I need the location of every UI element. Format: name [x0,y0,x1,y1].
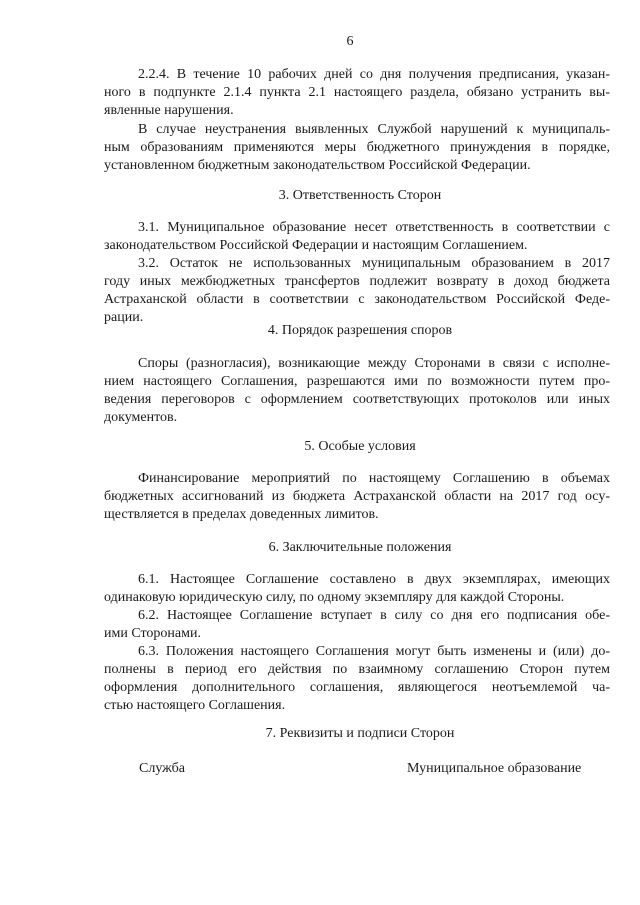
paragraph-3-1-line-2: законодательством Российской Федерации и настоящим Соглашением. [104,238,528,253]
paragraph-disputes-line-4: документов. [104,410,178,425]
section-heading-3: 3. Ответственность Сторон [278,188,442,203]
paragraph-3-2-line-4: рации. [104,310,144,325]
paragraph-3-1-line-1: 3.1. Муниципальное образование несет ответственность в соответствии с [138,220,610,235]
paragraph-2-2-4-line-3: явленные нарушения. [104,103,234,118]
section-heading-5: 5. Особые условия [304,439,416,454]
paragraph-6-1-line-1: 6.1. Настоящее Соглашение составлено в двух экземплярах, имеющих [138,572,610,587]
paragraph-financing-line-3: ществляется в пределах доведенных лимитов. [104,507,379,522]
paragraph-disputes-line-1: Споры (разногласия), возникающие между Сторонами в связи с исполне- [138,356,610,371]
signature-party-service: Служба [139,761,185,776]
paragraph-enforcement-line-2: ным образованиям применяются меры бюджетного принуждения в порядке, [104,140,610,155]
paragraph-6-3-line-1: 6.3. Положения настоящего Соглашения могут быть изменены и (или) до- [138,644,610,659]
paragraph-2-2-4-line-1: 2.2.4. В течение 10 рабочих дней со дня получения предписания, указан- [138,67,610,82]
section-heading-7: 7. Реквизиты и подписи Сторон [265,726,455,741]
paragraph-2-2-4-line-2: ного в подпункте 2.1.4 пункта 2.1 настоящего раздела, обязано устранить вы- [104,85,610,100]
page-number: 6 [346,34,354,49]
paragraph-financing-line-1: Финансирование мероприятий по настоящему Соглашению в объемах [138,471,610,486]
paragraph-6-3-line-4: стью настоящего Соглашения. [104,698,286,713]
paragraph-6-3-line-2: полнены в период его действия по взаимному соглашению Сторон путем [104,662,610,677]
paragraph-6-2-line-2: ими Сторонами. [104,626,201,641]
section-heading-4: 4. Порядок разрешения споров [267,323,453,338]
paragraph-6-3-line-3: оформления дополнительного соглашения, являющегося неотъемлемой ча- [104,680,610,695]
paragraph-disputes-line-2: нием настоящего Соглашения, разрешаются ими по возможности путем про- [104,374,610,389]
paragraph-enforcement-line-1: В случае неустранения выявленных Службой нарушений к муниципаль- [138,122,610,137]
signature-party-municipality: Муниципальное образование [407,761,582,776]
paragraph-6-1-line-2: одинаковую юридическую силу, по одному экземпляру для каждой Стороны. [104,590,565,605]
paragraph-3-2-line-1: 3.2. Остаток не использованных муниципальным образованием в 2017 [138,256,610,271]
paragraph-enforcement-line-3: установленном бюджетным законодательством Российской Федерации. [104,158,531,173]
paragraph-3-2-line-2: году иных межбюджетных трансфертов подлежит возврату в доход бюджета [104,274,610,289]
paragraph-financing-line-2: бюджетных ассигнований из бюджета Астраханской области на 2017 год осу- [104,489,610,504]
paragraph-disputes-line-3: ведения переговоров с оформлением соответствующих протоколов или иных [104,392,610,407]
section-heading-6: 6. Заключительные положения [268,540,452,555]
paragraph-3-2-line-3: Астраханской области в соответствии с законодательством Российской Феде- [104,292,610,307]
paragraph-6-2-line-1: 6.2. Настоящее Соглашение вступает в силу со дня его подписания обе- [138,608,610,623]
